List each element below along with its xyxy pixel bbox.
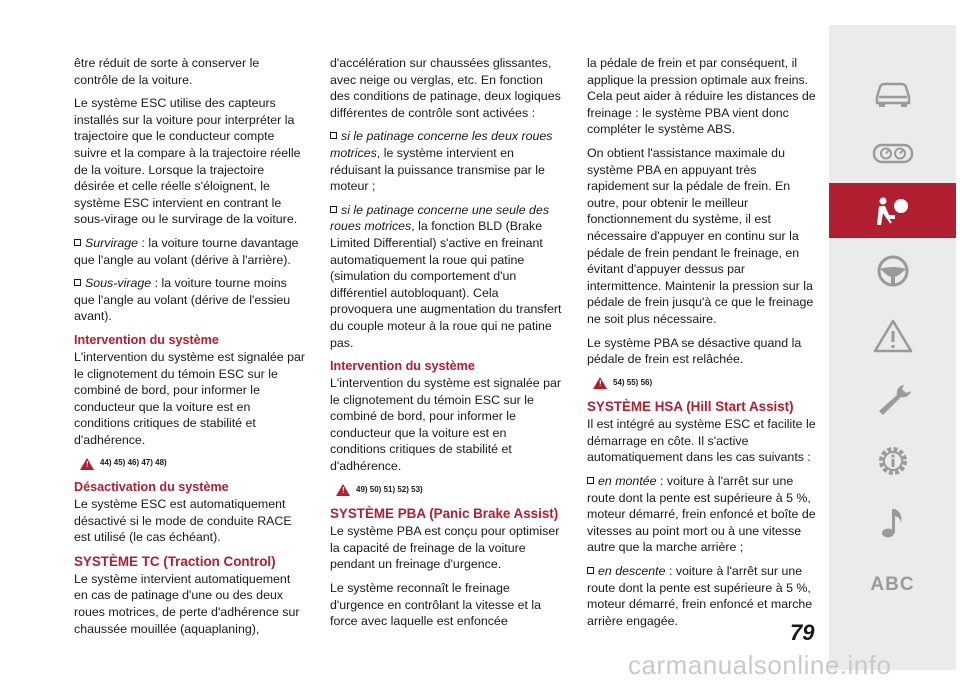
bullet-item: Sous-virage : la voiture tourne moins que l'angle au volant (dérive de l'essieu avant). <box>74 276 291 324</box>
bullet-item: en montée : voiture à l'arrêt sur une route dont la pente est supérieure à 5 %, moteur démarré, frein enfoncé et boîte de vitesses au point mort ou à une vitesse autre que la marche arrière ; <box>587 474 816 555</box>
warning-triangle-icon <box>871 318 915 354</box>
abc-index-label: ABC <box>870 573 915 595</box>
sidebar-item-car[interactable] <box>829 65 956 120</box>
car-icon <box>871 75 915 111</box>
warning-triangle-icon: ! <box>336 484 350 496</box>
warning-triangle-icon: ! <box>80 458 94 470</box>
paragraph: Le système ESC utilise des capteurs installés sur la voiture pour interpréter la trajectoire que le conducteur compte suivre et la compare à la trajectoire réelle de la voiture. Lorsque la trajectoire désirée et celle réelle s'éloignent, le système ESC intervient en contrant le sous-virage ou le survirage de la voiture. <box>74 96 301 227</box>
sidebar-item-multimedia[interactable] <box>829 495 956 550</box>
paragraph: Il est intégré au système ESC et facilite le démarrage en côte. Il s'active automatiquement dans les cas suivants : <box>587 417 816 465</box>
paragraph: Le système intervient automatiquement en cas de patinage d'une ou des deux roues motrices, de perte d'adhérence sur chaussée mouillée (aquaplaning), <box>74 571 300 636</box>
sidebar-item-safety[interactable] <box>829 183 956 238</box>
sidebar-item-index[interactable] <box>829 557 956 612</box>
gear-info-icon <box>871 443 915 479</box>
bullet-box-icon <box>587 567 594 574</box>
warning-reference[interactable]: ! 54) 55) 56) <box>593 375 819 392</box>
sidebar-item-steering[interactable] <box>829 243 956 298</box>
paragraph: Le système PBA est conçu pour optimiser la capacité de freinage de la voiture pendant un freinage d'urgence. <box>330 524 560 572</box>
warning-triangle-icon: ! <box>593 377 607 389</box>
text-column-3 <box>587 55 819 636</box>
paragraph: Le système PBA se désactive quand la pédale de frein est relâchée. <box>587 335 802 367</box>
bullet-box-icon <box>587 477 594 484</box>
bullet-item: si le patinage concerne les deux roues motrices, le système intervient en réduisant la puissance transmise par le moteur ; <box>330 129 553 194</box>
sidebar-item-dashboard[interactable] <box>829 125 956 180</box>
paragraph: Le système ESC est automatiquement désactivé si le mode de conduite RACE est utilisé (le cas échéant). <box>74 497 292 545</box>
bullet-box-icon <box>330 132 337 139</box>
warning-reference[interactable]: ! 44) 45) 46) 47) 48) <box>80 455 306 472</box>
section-heading: Désactivation du système <box>74 480 229 495</box>
airbag-seatbelt-icon <box>871 193 915 229</box>
chapter-sidebar <box>829 25 956 670</box>
paragraph: L'intervention du système est signalée par le clignotement du témoin ESC sur le combiné de bord, pour informer le conducteur que la voiture est en conditions critiques de stabilité et d'adhérence. <box>330 376 562 474</box>
section-heading: Intervention du système <box>74 332 219 347</box>
steering-wheel-icon <box>871 253 915 289</box>
bullet-item: en descente : voiture à l'arrêt sur une route dont la pente est supérieure à 5 %, moteur démarré, frein enfoncé et marche arrière engagée. <box>587 564 813 628</box>
section-title: SYSTÈME HSA (Hill Start Assist) <box>587 399 794 415</box>
section-title: SYSTÈME PBA (Panic Brake Assist) <box>330 506 559 522</box>
text-column-1 <box>74 55 306 644</box>
bullet-box-icon <box>74 279 81 286</box>
page-number: 79 <box>790 620 815 645</box>
bullet-box-icon <box>330 206 337 213</box>
text-column-2 <box>330 55 562 637</box>
dashboard-gauges-icon <box>871 135 915 171</box>
paragraph: Le système reconnaît le freinage d'urgence en contrôlant la vitesse et la force avec laquelle est enfoncée <box>330 581 542 629</box>
wrench-icon <box>871 381 915 417</box>
sidebar-item-maintenance[interactable] <box>829 371 956 426</box>
section-heading: Intervention du système <box>330 359 475 374</box>
music-note-icon <box>871 505 915 541</box>
sidebar-item-technical-data[interactable] <box>829 433 956 488</box>
section-title: SYSTÈME TC (Traction Control) <box>74 553 276 569</box>
warning-reference[interactable]: ! 49) 50) 51) 52) 53) <box>336 482 562 499</box>
bullet-item: si le patinage concerne une seule des roues motrices, la fonction BLD (Brake Limited Differential) s'active en freinant automatiquement la roue qui patine (simulation du comportement d'un différentiel autobloquant). Cela provoquera une augmentation du transfert du couple moteur à la roue qui ne patine pas. <box>330 202 562 350</box>
sidebar-item-warnings[interactable] <box>829 308 956 363</box>
paragraph: d'accélération sur chaussées glissantes, avec neige ou verglas, etc. En fonction des conditions de patinage, deux logiques différentes de contrôle sont activées : <box>330 56 561 120</box>
bullet-box-icon <box>74 239 81 246</box>
paragraph: L'intervention du système est signalée par le clignotement du témoin ESC sur le combiné de bord, pour informer le conducteur que la voiture est en conditions critiques de stabilité et d'adhérence. <box>74 349 306 447</box>
watermark: carmanualsonline.info <box>628 650 892 680</box>
paragraph: On obtient l'assistance maximale du système PBA en appuyant très rapidement sur la pédale de frein. En outre, pour obtenir le meilleur fonctionnement du système, il est nécessaire d'appuyer en continu sur la pédale de frein pendant le freinage, en évitant d'appuyer dessus par intermittence. Maintenir la pression sur la pédale de frein jusqu'à ce que le freinage ne soit plus nécessaire. <box>587 145 814 326</box>
bullet-item: Survirage : la voiture tourne davantage que l'angle au volant (dérive à l'arrière). <box>74 235 299 267</box>
paragraph: la pédale de frein et par conséquent, il applique la pression optimale aux freins. Cela peut aider à réduire les distances de freinage : le système PBA vient donc compléter le système ABS. <box>587 56 816 137</box>
paragraph: être réduit de sorte à conserver le contrôle de la voiture. <box>74 56 260 87</box>
